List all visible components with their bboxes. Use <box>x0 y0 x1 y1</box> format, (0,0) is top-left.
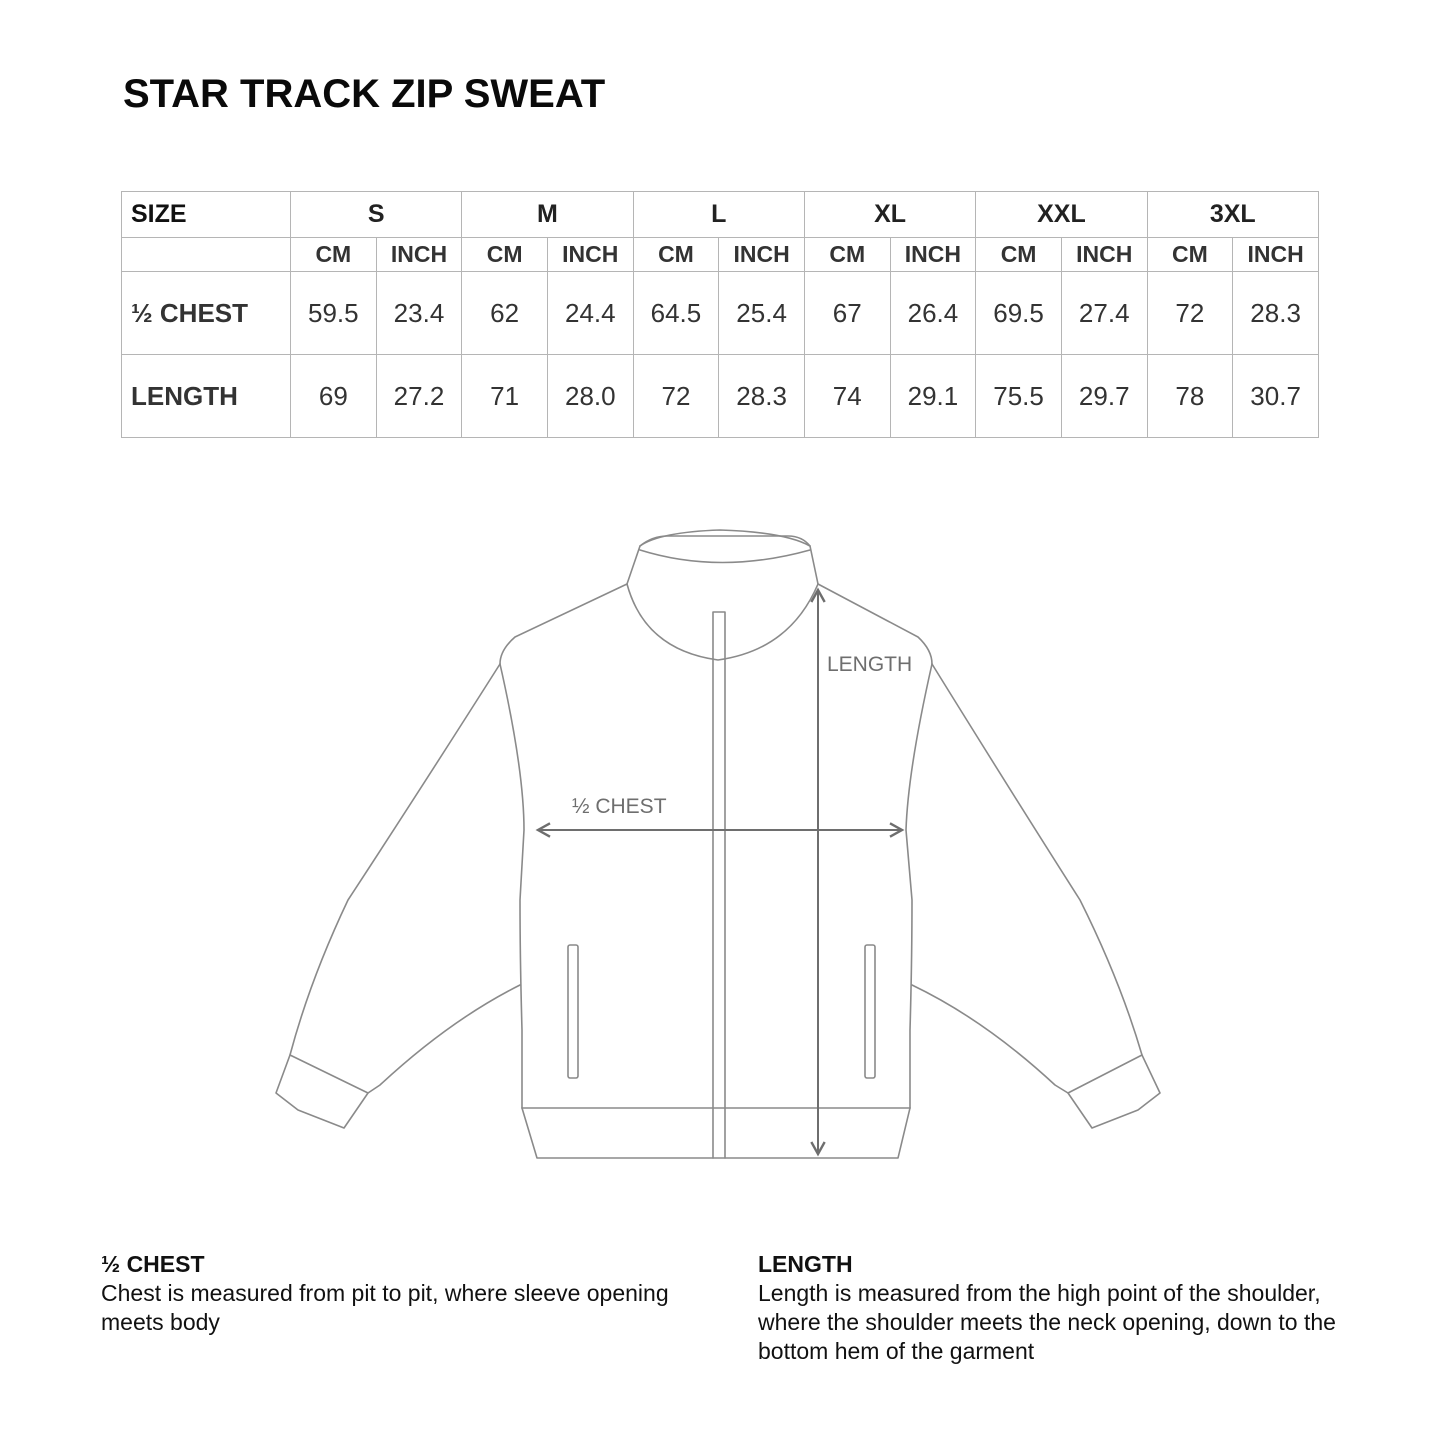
unit-cm: CM <box>633 238 719 272</box>
chest-note-heading: ½ CHEST <box>101 1251 205 1277</box>
unit-cm: CM <box>804 238 890 272</box>
unit-inch: INCH <box>376 238 462 272</box>
collar-front <box>627 584 818 660</box>
table-cell: 26.4 <box>890 272 976 355</box>
length-label: LENGTH <box>827 653 913 676</box>
row-label-length: LENGTH <box>122 355 291 438</box>
table-cell: 64.5 <box>633 272 719 355</box>
size-s: S <box>291 192 462 238</box>
unit-inch: INCH <box>890 238 976 272</box>
right-pocket <box>865 945 875 1078</box>
table-cell: 78 <box>1147 355 1233 438</box>
size-xl: XL <box>804 192 975 238</box>
table-cell: 24.4 <box>547 272 633 355</box>
chest-note <box>101 1250 721 1337</box>
table-cell: 62 <box>462 272 548 355</box>
unit-cm: CM <box>1147 238 1233 272</box>
zipper <box>713 612 725 1158</box>
body-left-side <box>500 664 524 1108</box>
right-sleeve-outer <box>932 664 1142 1055</box>
left-cuff <box>276 1055 368 1128</box>
size-m: M <box>462 192 633 238</box>
hem-band <box>522 1108 910 1158</box>
unit-inch: INCH <box>1233 238 1319 272</box>
length-note <box>758 1250 1378 1366</box>
right-sleeve-inner <box>912 985 1068 1093</box>
right-cuff <box>1068 1055 1160 1128</box>
table-cell: 28.0 <box>547 355 633 438</box>
table-cell: 72 <box>633 355 719 438</box>
left-sleeve-outer <box>290 664 500 1055</box>
chest-note-line: Chest is measured from pit to pit, where sleeve opening <box>101 1280 669 1306</box>
unit-inch: INCH <box>719 238 805 272</box>
unit-inch: INCH <box>547 238 633 272</box>
table-cell: 23.4 <box>376 272 462 355</box>
table-cell: 25.4 <box>719 272 805 355</box>
size-xxl: XXL <box>976 192 1147 238</box>
length-note-line: Length is measured from the high point of the shoulder, <box>758 1280 1321 1306</box>
size-l: L <box>633 192 804 238</box>
page-title: STAR TRACK ZIP SWEAT <box>123 72 606 116</box>
table-cell: 75.5 <box>976 355 1062 438</box>
left-shoulder <box>500 584 627 664</box>
table-cell: 69.5 <box>976 272 1062 355</box>
table-cell: 74 <box>804 355 890 438</box>
table-cell: 69 <box>291 355 377 438</box>
table-cell: 71 <box>462 355 548 438</box>
collar-outline <box>627 536 818 584</box>
table-cell: 29.7 <box>1061 355 1147 438</box>
jacket-outline <box>276 530 1160 1158</box>
size-3xl: 3XL <box>1147 192 1318 238</box>
body-right-side <box>906 664 932 1108</box>
unit-inch: INCH <box>1061 238 1147 272</box>
size-header-label: SIZE <box>122 192 291 238</box>
unit-cm: CM <box>291 238 377 272</box>
chest-note-line: meets body <box>101 1309 220 1335</box>
table-cell: 28.3 <box>719 355 805 438</box>
table-cell: 72 <box>1147 272 1233 355</box>
table-cell: 27.4 <box>1061 272 1147 355</box>
left-pocket <box>568 945 578 1078</box>
length-note-heading: LENGTH <box>758 1251 853 1277</box>
table-cell: 27.2 <box>376 355 462 438</box>
table-cell: 59.5 <box>291 272 377 355</box>
table-cell: 29.1 <box>890 355 976 438</box>
table-cell: 28.3 <box>1233 272 1319 355</box>
left-sleeve-inner <box>368 985 520 1093</box>
unit-cm: CM <box>976 238 1062 272</box>
unit-cm: CM <box>462 238 548 272</box>
table-cell: 67 <box>804 272 890 355</box>
length-note-line: bottom hem of the garment <box>758 1338 1035 1364</box>
row-label-chest: ½ CHEST <box>122 272 291 355</box>
right-shoulder <box>818 584 932 664</box>
chest-label: ½ CHEST <box>572 795 667 818</box>
table-cell: 30.7 <box>1233 355 1319 438</box>
length-note-line: where the shoulder meets the neck opening, down to the <box>758 1309 1336 1335</box>
